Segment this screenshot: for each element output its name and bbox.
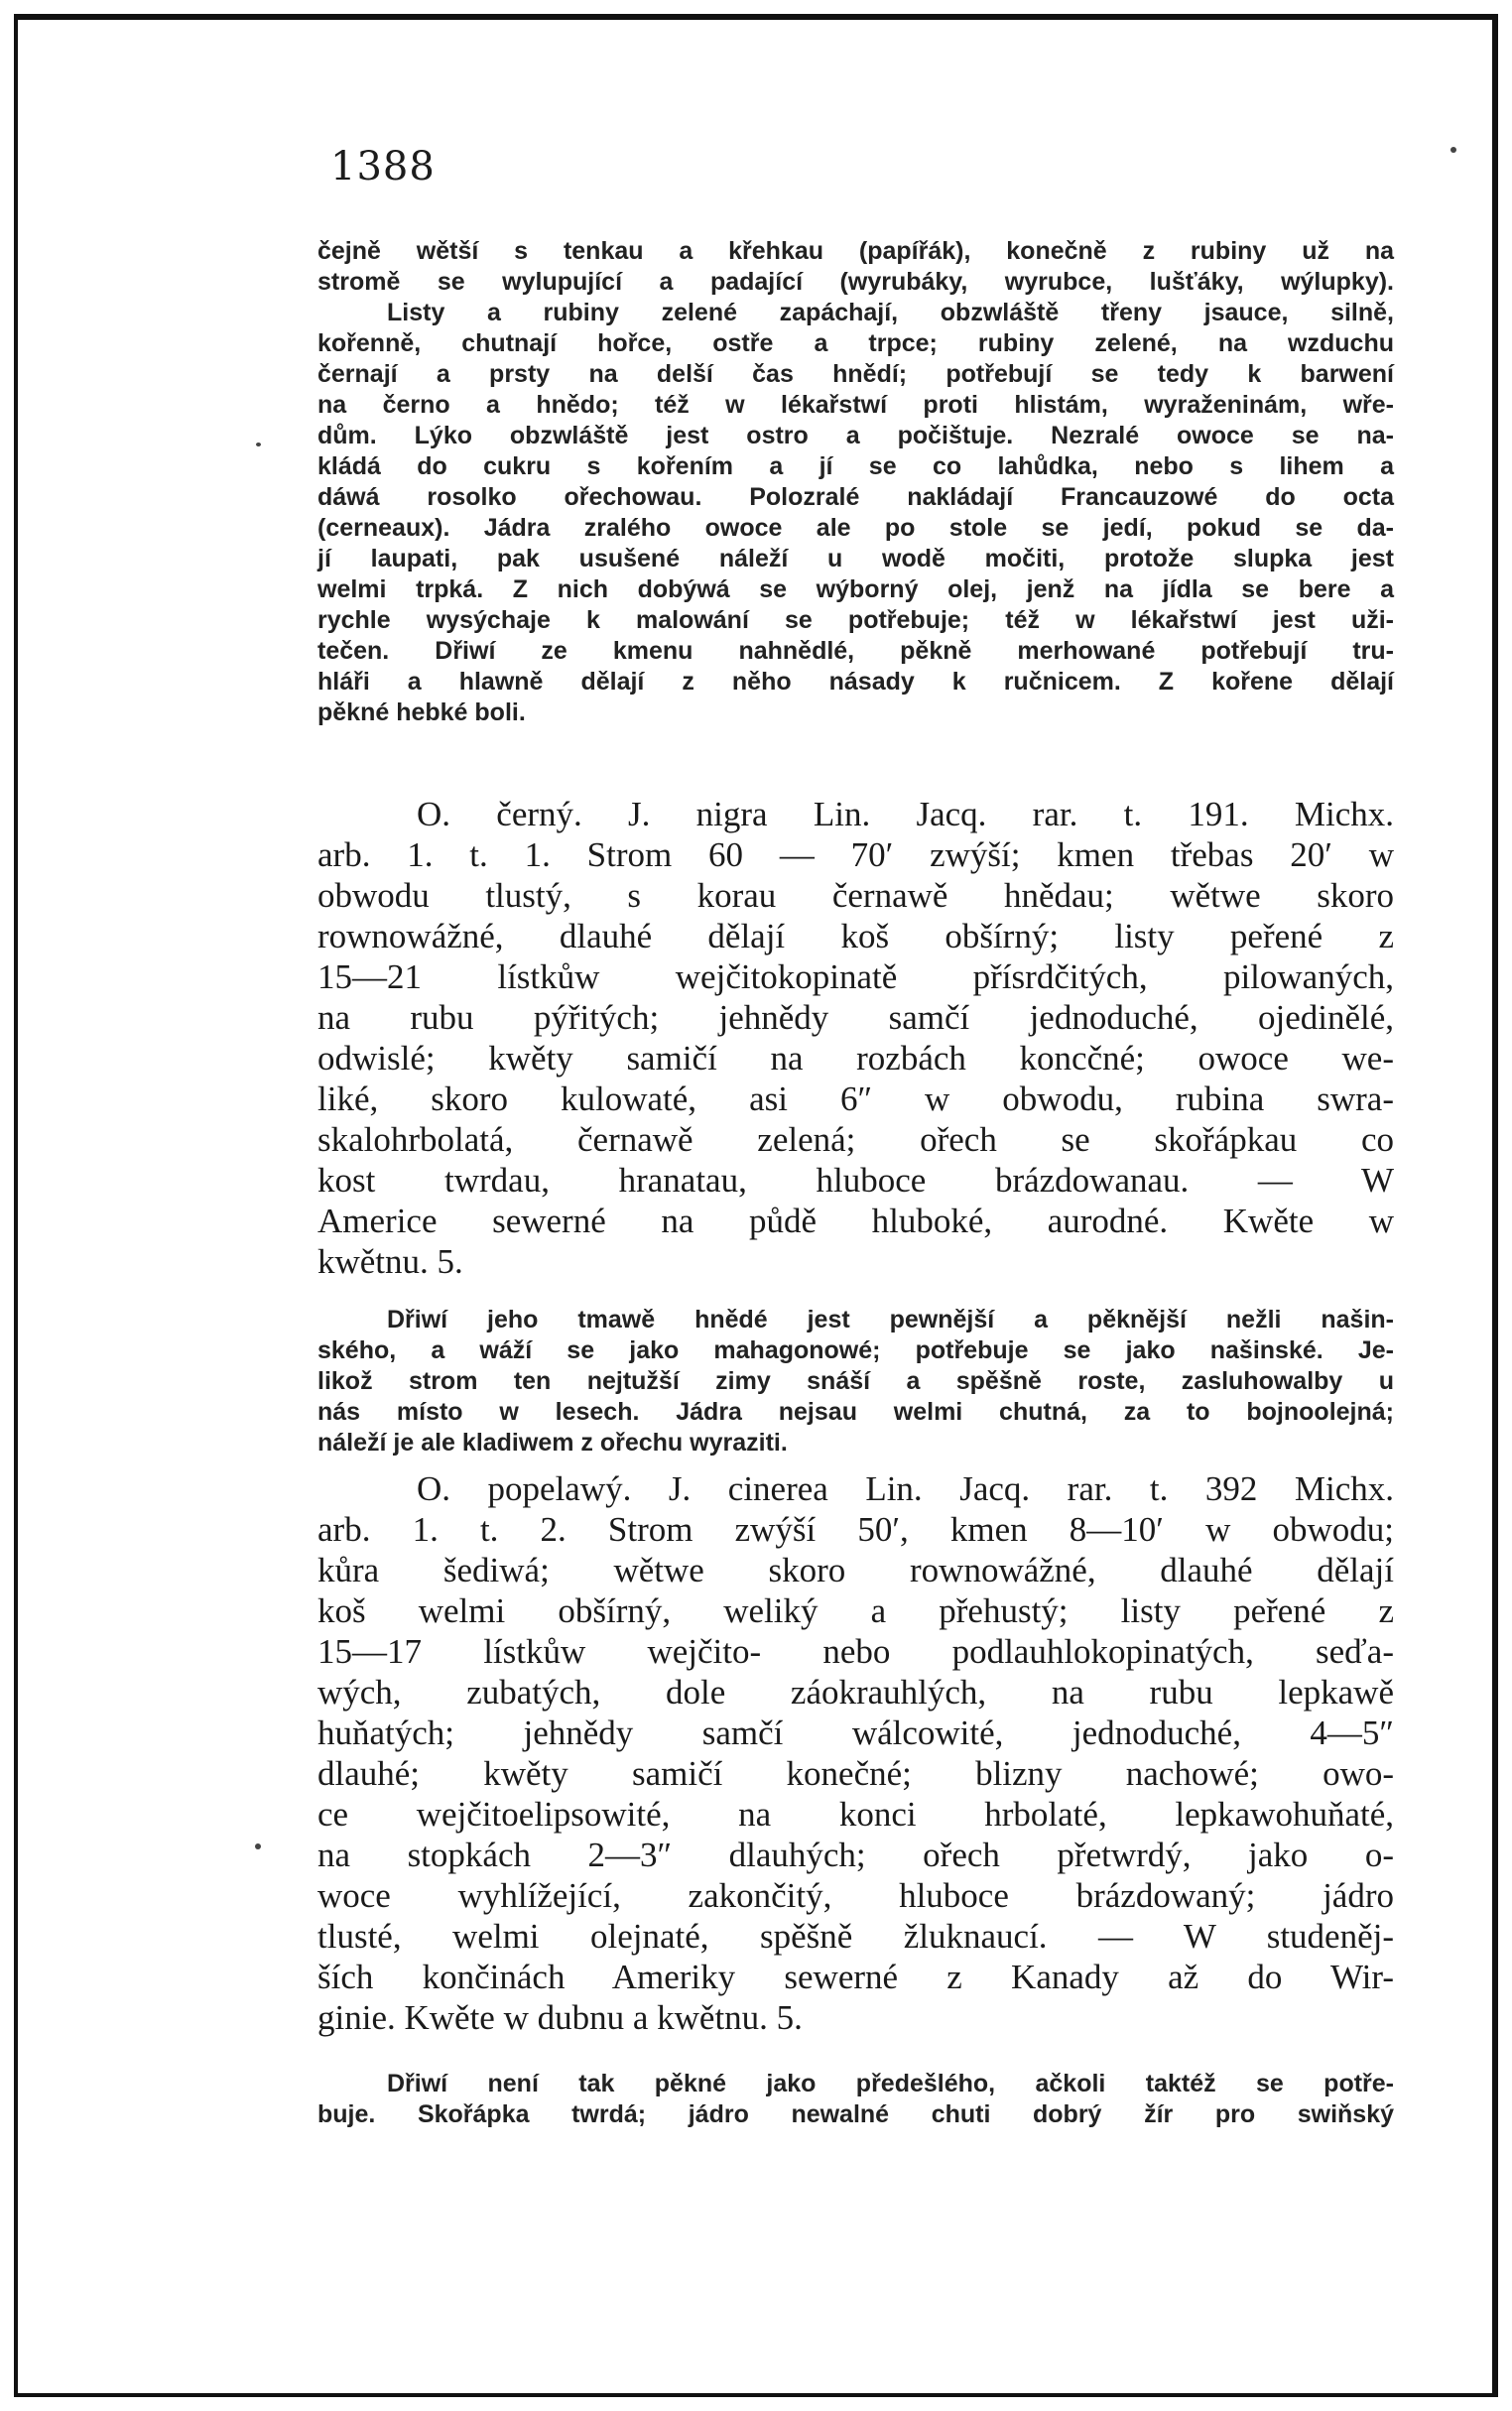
text-line: skalohrbolatá, černawě zelená; ořech se skořápkau co <box>317 1120 1394 1159</box>
text-line: Americe sewerné na půdě hluboké, aurodné. Kwěte w <box>317 1202 1394 1240</box>
text-line: tečen. Dřiwí ze kmenu nahnědlé, pěkně merhowané potřebují tru- <box>317 637 1394 665</box>
text-line: buje. Skořápka twrdá; jádro newalné chuti dobrý žír pro swiňský <box>317 2100 1394 2128</box>
page-number: 1388 <box>330 144 436 190</box>
text-line: dlauhé; kwěty samičí konečné; blizny nachowé; owo- <box>317 1754 1394 1793</box>
text-line: Dřiwí není tak pěkné jako předešlého, ačkoli taktéž se potře- <box>387 2070 1394 2097</box>
text-line: arb. 1. t. 2. Strom zwýší 50′, kmen 8—10′ w obwodu; <box>317 1510 1394 1549</box>
text-line: nás místo w lesech. Jádra nejsau welmi chutná, za to bojnoolejná; <box>317 1398 1394 1426</box>
paragraph-4 <box>317 1305 1394 1459</box>
text-line: kůra šediwá; wětwe skoro rownowážné, dlauhé dělají <box>317 1551 1394 1589</box>
text-line: Listy a rubiny zelené zapáchají, obzwláště třeny jsauce, silně, <box>387 299 1394 326</box>
text-line: likož strom ten nejtužší zimy snáší a spěšně roste, zasluhowalby u <box>317 1367 1394 1395</box>
text-line: liké, skoro kulowaté, asi 6″ w obwodu, rubina swra- <box>317 1079 1394 1118</box>
text-line: arb. 1. t. 1. Strom 60 — 70′ zwýší; kmen třebas 20′ w <box>317 835 1394 874</box>
scan-speck <box>256 443 261 446</box>
text-line: kořenně, chutnají hořce, ostře a trpce; rubiny zelené, na wzduchu <box>317 329 1394 357</box>
scan-speck <box>255 1843 261 1849</box>
text-line: 15—17 lístkůw wejčito- nebo podlauhlokopinatých, seďa- <box>317 1632 1394 1671</box>
text-line: ce wejčitoelipsowité, na konci hrbolaté, lepkawohuňaté, <box>317 1795 1394 1834</box>
text-line: Dřiwí jeho tmawě hnědé jest pewnější a pěknější nežli našin- <box>387 1306 1394 1333</box>
text-line: ginie. Kwěte w dubnu a kwětnu. 5. <box>317 1998 803 2037</box>
text-line: na stopkách 2—3″ dlauhých; ořech přetwrdý, jako o- <box>317 1836 1394 1874</box>
text-line: obwodu tlustý, s korau černawě hnědau; wětwe skoro <box>317 876 1394 915</box>
paragraph-6 <box>317 2069 1394 2130</box>
text-line: koš welmi obšírný, weliký a přehustý; listy peřené z <box>317 1591 1394 1630</box>
text-line: na černo a hnědo; též w lékařstwí proti hlistám, wyraženinám, wře- <box>317 391 1394 419</box>
text-line: dáwá rosolko ořechowau. Polozralé nakládají Francauzowé do octa <box>317 483 1394 511</box>
paragraph-1 <box>317 236 1394 298</box>
text-line: kládá do cukru s kořením a jí se co lahůdka, nebo s lihem a <box>317 452 1394 480</box>
text-line: jí laupati, pak usušené náleží u wodě močiti, protože slupka jest <box>317 545 1394 572</box>
text-line: woce wyhlížející, zakončitý, hluboce brázdowaný; jádro <box>317 1876 1394 1915</box>
text-line: huňatých; jehnědy samčí wálcowité, jednoduché, 4—5″ <box>317 1713 1394 1752</box>
text-line: tlusté, welmi olejnaté, spěšně žluknaucí. — W studeněj- <box>317 1917 1394 1956</box>
text-line: 15—21 lístkůw wejčitokopinatě přísrdčitých, pilowaných, <box>317 957 1394 996</box>
text-line: černají a prsty na delší čas hnědí; potřebují se tedy k barwení <box>317 360 1394 388</box>
text-line: kwětnu. 5. <box>317 1242 463 1281</box>
scan-speck <box>1450 147 1456 153</box>
paragraph-3-juglans-nigra <box>317 794 1394 1282</box>
paragraph-2 <box>317 298 1394 728</box>
text-line: stromě se wylupující a padající (wyrubáky, wyrubce, lušťáky, wýlupky). <box>317 268 1394 296</box>
text-line: wých, zubatých, dole záokrauhlých, na rubu lepkawě <box>317 1673 1394 1712</box>
text-line: O. popelawý. J. cinerea Lin. Jacq. rar. t. 392 Michx. <box>417 1469 1394 1508</box>
text-line: rownowážné, dlauhé dělají koš obšírný; listy peřené z <box>317 917 1394 955</box>
text-line: dům. Lýko obzwláště jest ostro a počištuje. Nezralé owoce se na- <box>317 422 1394 449</box>
text-line: ského, a wáží se jako mahagonowé; potřebuje se jako našinské. Je- <box>317 1336 1394 1364</box>
text-line: O. černý. J. nigra Lin. Jacq. rar. t. 191. Michx. <box>417 795 1394 833</box>
text-line: kost twrdau, hranatau, hluboce brázdowanau. — W <box>317 1161 1394 1200</box>
paragraph-5-juglans-cinerea <box>317 1468 1394 2038</box>
text-line: odwislé; kwěty samičí na rozbách koncčné; owoce we- <box>317 1039 1394 1078</box>
text-line: pěkné hebké boli. <box>317 698 526 726</box>
text-line: welmi trpká. Z nich dobýwá se wýborný olej, jenž na jídla se bere a <box>317 575 1394 603</box>
text-line: čejně wětší s tenkau a křehkau (papířák), konečně z rubiny už na <box>317 237 1394 265</box>
text-line: rychle wysýchaje k malowání se potřebuje; též w lékařstwí jest uži- <box>317 606 1394 634</box>
text-line: na rubu pýřitých; jehnědy samčí jednoduché, ojedinělé, <box>317 998 1394 1037</box>
text-line: náleží je ale kladiwem z ořechu wyraziti. <box>317 1429 788 1457</box>
text-line: ších končinách Ameriky sewerné z Kanady až do Wir- <box>317 1958 1394 1996</box>
text-line: (cerneaux). Jádra zralého owoce ale po stole se jedí, pokud se da- <box>317 514 1394 542</box>
text-line: hláři a hlawně dělají z něho násady k ručnicem. Z kořene dělají <box>317 668 1394 696</box>
